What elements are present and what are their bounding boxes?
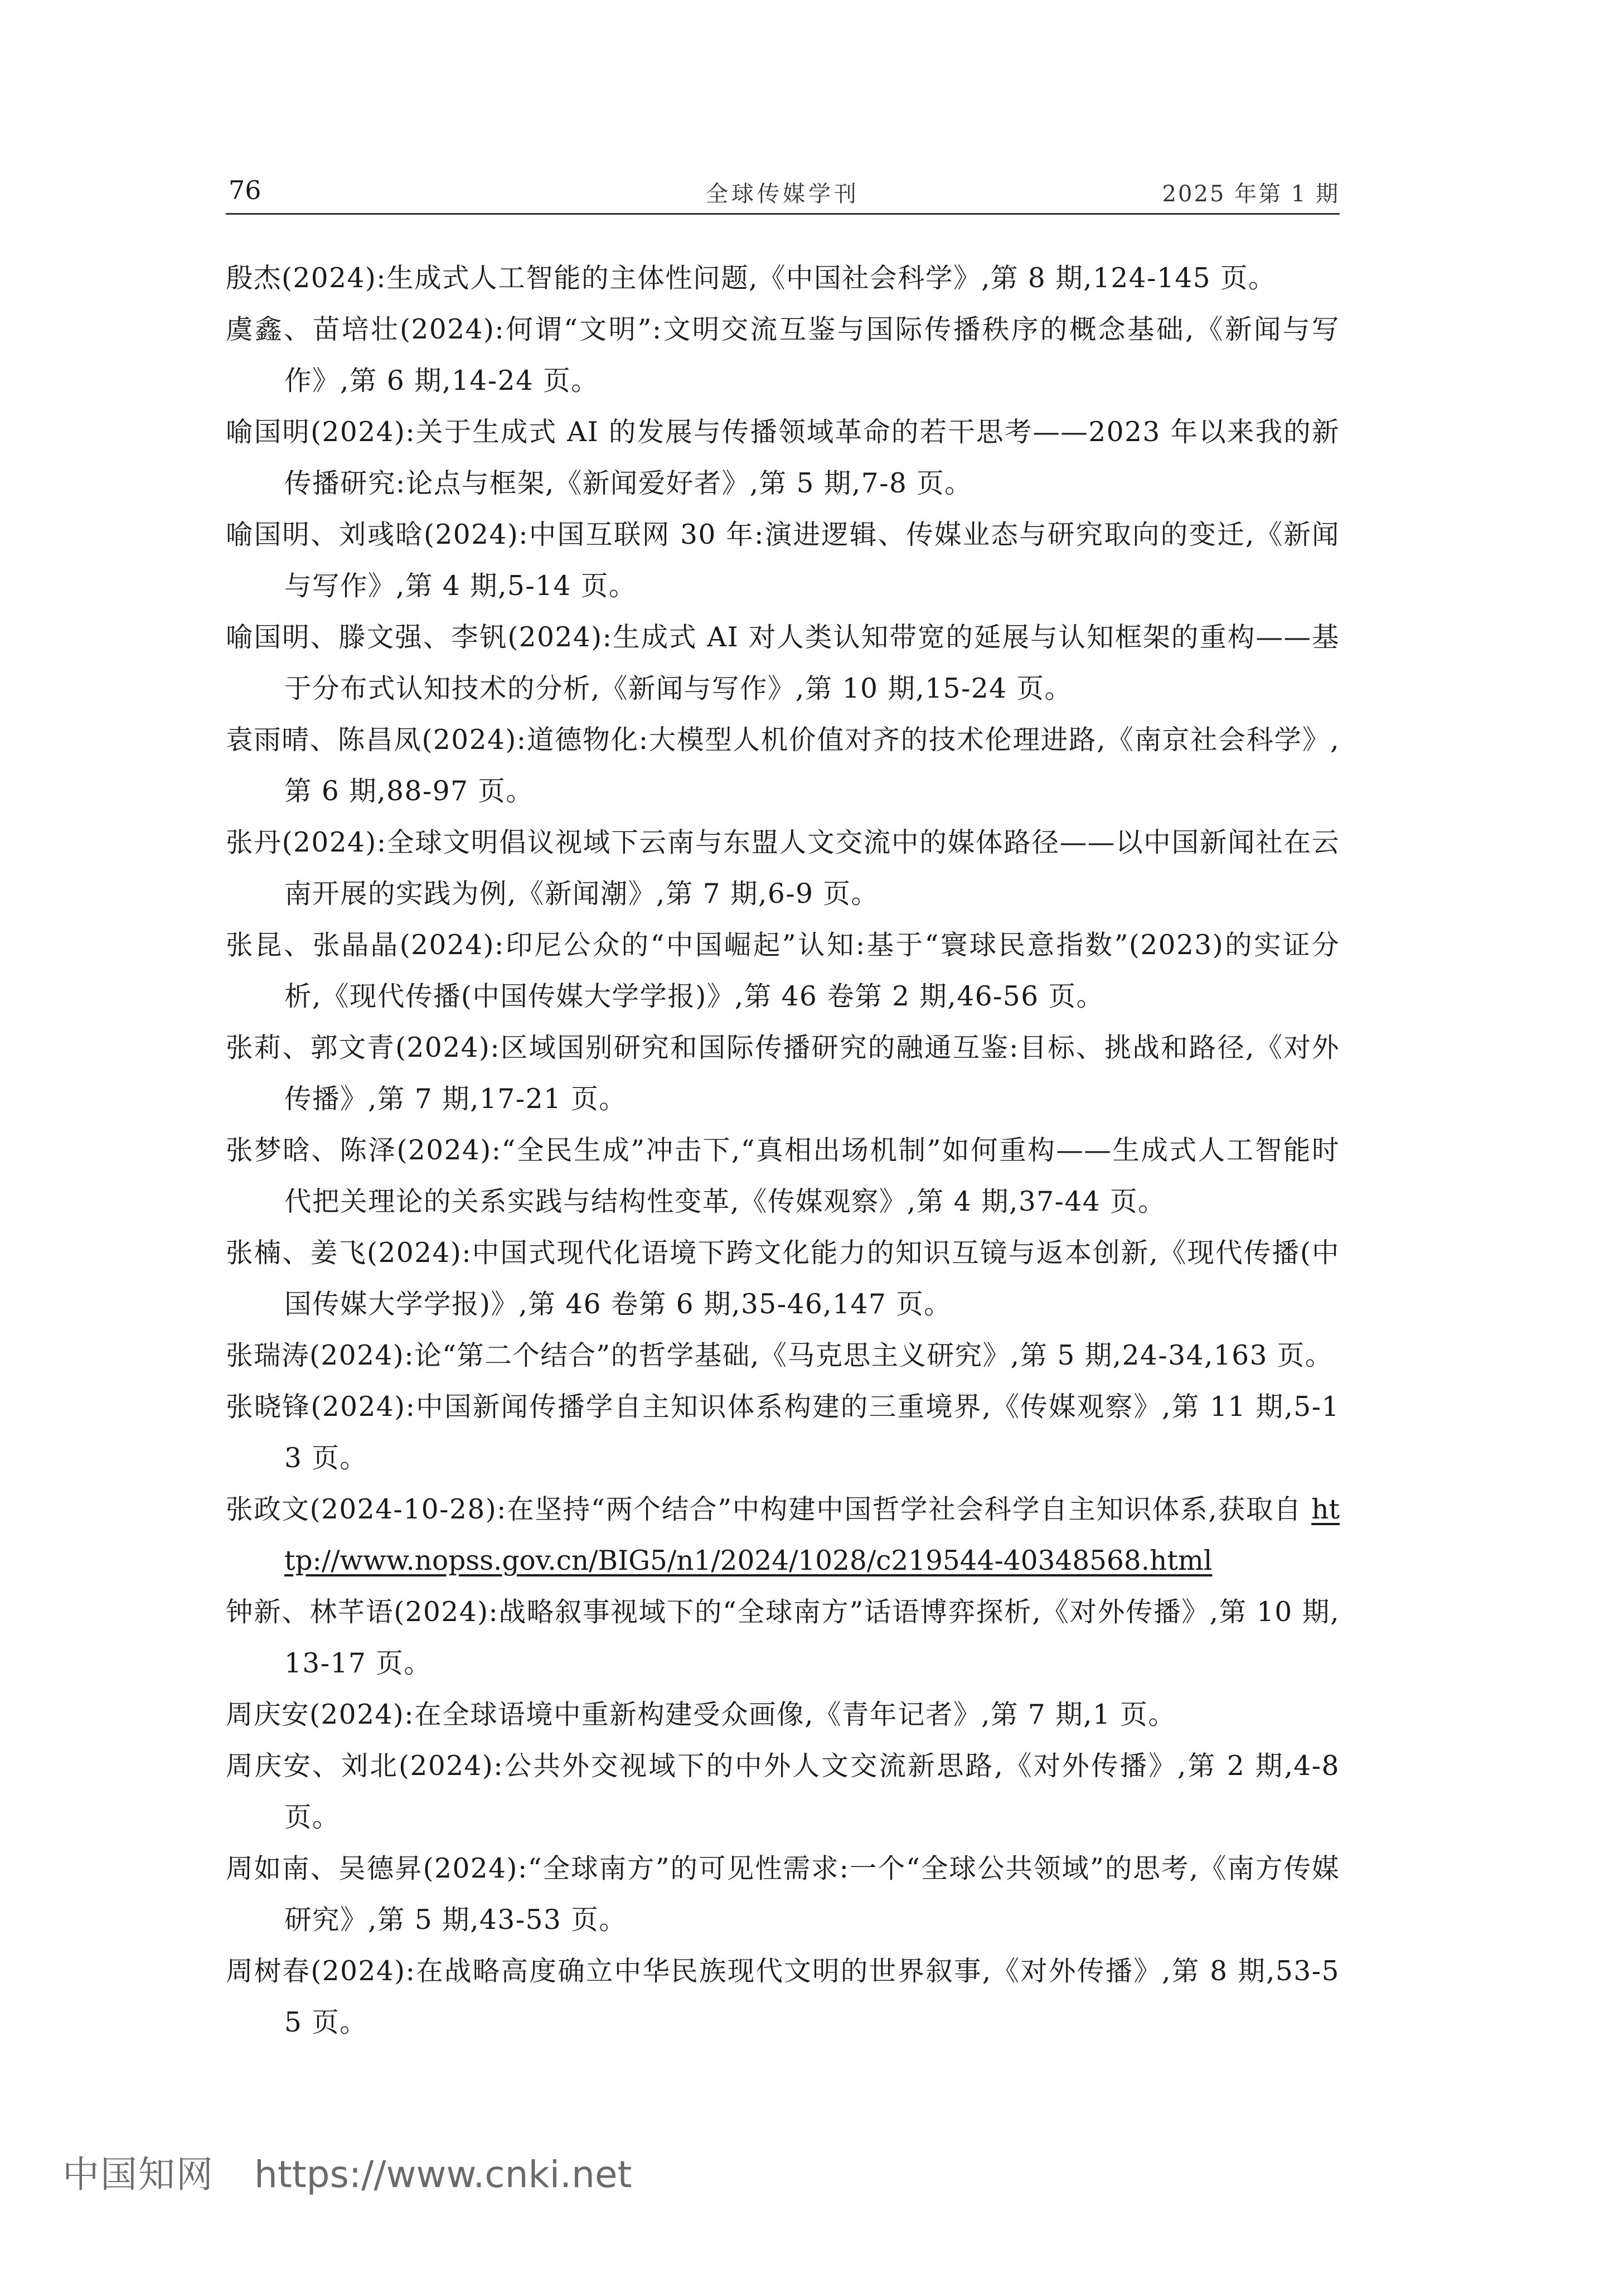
reference-entry <box>226 1587 1340 1689</box>
reference-text: 张丹(2024):全球文明倡议视域下云南与东盟人文交流中的媒体路径——以中国新闻社在云南开展的实践为例,《新闻潮》,第 7 期,6-9 页。 <box>226 827 1340 910</box>
cnki-watermark <box>62 2150 632 2200</box>
watermark-url: https://www.cnki.net <box>254 2153 632 2196</box>
reference-entry <box>226 612 1340 714</box>
reference-text: 张梦晗、陈泽(2024):“全民生成”冲击下,“真相出场机制”如何重构——生成式人工智能时代把关理论的关系实践与结构性变革,《传媒观察》,第 4 期,37-44 页。 <box>226 1135 1340 1217</box>
reference-entry <box>226 407 1340 509</box>
header-rule <box>226 213 1340 215</box>
reference-text: 周树春(2024):在战略高度确立中华民族现代文明的世界叙事,《对外传播》,第 8 期,53-55 页。 <box>226 1956 1340 2038</box>
reference-text: 张楠、姜飞(2024):中国式现代化语境下跨文化能力的知识互镜与返本创新,《现代传播(中国传媒大学学报)》,第 46 卷第 6 期,35-46,147 页。 <box>226 1237 1340 1320</box>
issue-label: 2025 年第 1 期 <box>1162 181 1340 207</box>
reference-entry <box>226 509 1340 612</box>
reference-entry <box>226 1689 1340 1740</box>
page-header <box>226 171 1340 211</box>
reference-entry <box>226 1227 1340 1330</box>
reference-entry <box>226 304 1340 407</box>
reference-text: 虞鑫、苗培壮(2024):何谓“文明”:文明交流互鉴与国际传播秩序的概念基础,《新闻与写作》,第 6 期,14-24 页。 <box>226 314 1340 396</box>
reference-text: 周庆安(2024):在全球语境中重新构建受众画像,《青年记者》,第 7 期,1 页。 <box>226 1699 1176 1730</box>
reference-text: 周庆安、刘北(2024):公共外交视域下的中外人文交流新思路,《对外传播》,第 2 期,4-8 页。 <box>226 1750 1340 1833</box>
reference-entry <box>226 1843 1340 1946</box>
reference-entry <box>226 253 1340 304</box>
reference-entry <box>226 1946 1340 2048</box>
reference-entry <box>226 920 1340 1022</box>
reference-text: 喻国明、滕文强、李钒(2024):生成式 AI 对人类认知带宽的延展与认知框架的重构——基于分布式认知技术的分析,《新闻与写作》,第 10 期,15-24 页。 <box>226 622 1340 704</box>
reference-entry <box>226 714 1340 817</box>
journal-name: 全球传媒学刊 <box>706 181 860 207</box>
reference-text: 喻国明、刘彧晗(2024):中国互联网 30 年:演进逻辑、传媒业态与研究取向的变迁,《新闻与写作》,第 4 期,5-14 页。 <box>226 519 1340 602</box>
reference-text: 张晓锋(2024):中国新闻传播学自主知识体系构建的三重境界,《传媒观察》,第 11 期,5-13 页。 <box>226 1391 1340 1474</box>
reference-text: 张昆、张晶晶(2024):印尼公众的“中国崛起”认知:基于“寰球民意指数”(2023)的实证分析,《现代传播(中国传媒大学学报)》,第 46 卷第 2 期,46-56 页。 <box>226 930 1340 1012</box>
reference-entry <box>226 1484 1340 1587</box>
reference-entry <box>226 1022 1340 1125</box>
reference-entry <box>226 1740 1340 1843</box>
reference-link[interactable]: http://www.nopss.gov.cn/BIG5/n1/2024/1028/c219544-40348568.html <box>284 1494 1340 1576</box>
reference-entry <box>226 1330 1340 1381</box>
reference-text: 张莉、郭文青(2024):区域国别研究和国际传播研究的融通互鉴:目标、挑战和路径,《对外传播》,第 7 期,17-21 页。 <box>226 1032 1340 1115</box>
page-number: 76 <box>229 175 261 205</box>
reference-text: 张政文(2024-10-28):在坚持“两个结合”中构建中国哲学社会科学自主知识体系,获取自 <box>226 1494 1312 1525</box>
reference-text: 殷杰(2024):生成式人工智能的主体性问题,《中国社会科学》,第 8 期,124-145 页。 <box>226 263 1277 294</box>
reference-entry <box>226 1125 1340 1227</box>
reference-text: 钟新、林芊语(2024):战略叙事视域下的“全球南方”话语博弈探析,《对外传播》,第 10 期,13-17 页。 <box>226 1597 1340 1679</box>
reference-entry <box>226 1381 1340 1484</box>
reference-text: 喻国明(2024):关于生成式 AI 的发展与传播领域革命的若干思考——2023 年以来我的新传播研究:论点与框架,《新闻爱好者》,第 5 期,7-8 页。 <box>226 417 1340 499</box>
watermark-brand: 中国知网 <box>62 2153 214 2196</box>
reference-text: 周如南、吴德昇(2024):“全球南方”的可见性需求:一个“全球公共领域”的思考,《南方传媒研究》,第 5 期,43-53 页。 <box>226 1853 1340 1936</box>
reference-entry <box>226 817 1340 920</box>
reference-text: 张瑞涛(2024):论“第二个结合”的哲学基础,《马克思主义研究》,第 5 期,24-34,163 页。 <box>226 1340 1333 1371</box>
reference-list <box>226 253 1340 2048</box>
reference-text: 袁雨晴、陈昌凤(2024):道德物化:大模型人机价值对齐的技术伦理进路,《南京社会科学》,第 6 期,88-97 页。 <box>226 724 1340 807</box>
